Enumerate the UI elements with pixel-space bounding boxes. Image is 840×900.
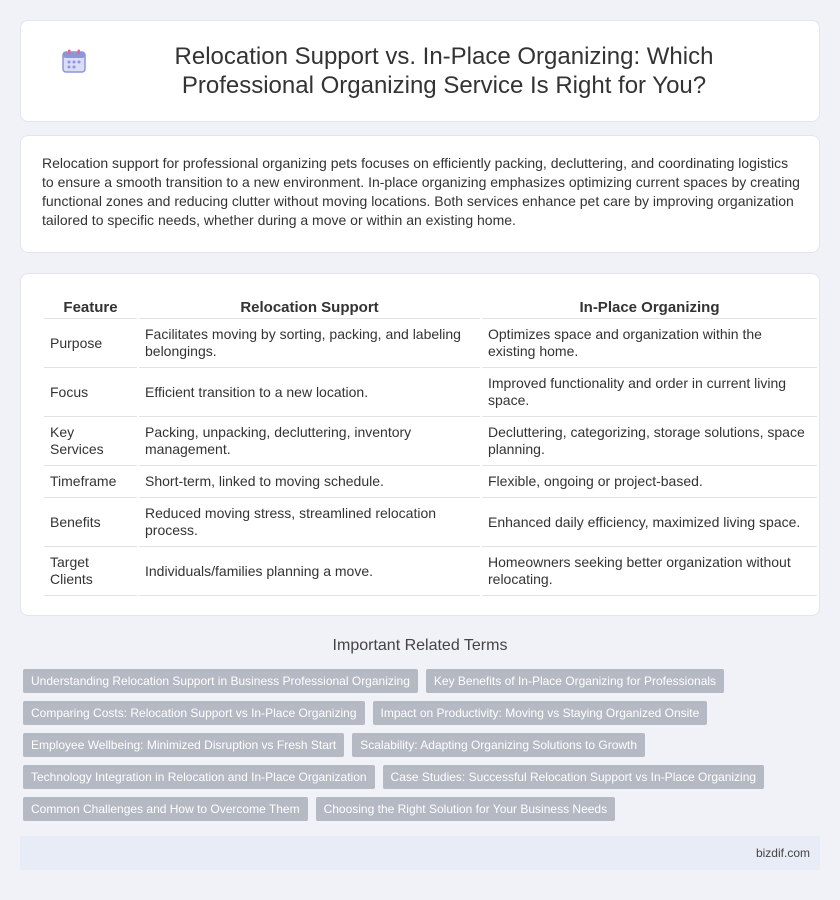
table-row [44, 498, 817, 547]
in-place-cell: Flexible, ongoing or project-based. [482, 466, 817, 498]
related-term-link[interactable]: Impact on Productivity: Moving vs Staying Organized Onsite [373, 701, 708, 725]
related-terms-list [23, 669, 813, 821]
table-header-row [44, 296, 817, 319]
feature-cell: Timeframe [44, 466, 137, 498]
in-place-cell: Enhanced daily efficiency, maximized living space. [482, 498, 817, 547]
footer-site-link[interactable]: bizdif.com [755, 846, 810, 860]
title-card [20, 20, 820, 122]
relocation-cell: Reduced moving stress, streamlined relocation process. [139, 498, 480, 547]
related-term-link[interactable]: Choosing the Right Solution for Your Business Needs [316, 797, 616, 821]
relocation-cell: Individuals/families planning a move. [139, 547, 480, 596]
table-row [44, 368, 817, 417]
relocation-cell: Facilitates moving by sorting, packing, and labeling belongings. [139, 319, 480, 368]
comparison-card [20, 273, 820, 616]
related-terms-heading: Important Related Terms [332, 637, 508, 654]
related-term-link[interactable]: Key Benefits of In-Place Organizing for Professionals [426, 669, 724, 693]
related-term-link[interactable]: Understanding Relocation Support in Business Professional Organizing [23, 669, 418, 693]
header-in-place-organizing: In-Place Organizing [482, 296, 817, 319]
feature-cell: Focus [44, 368, 137, 417]
relocation-cell: Short-term, linked to moving schedule. [139, 466, 480, 498]
related-term-link[interactable]: Comparing Costs: Relocation Support vs In-Place Organizing [23, 701, 365, 725]
in-place-cell: Improved functionality and order in current living space. [482, 368, 817, 417]
page-title: Relocation Support vs. In-Place Organizing: Which Professional Organizing Service Is Right for You? [174, 43, 714, 99]
relocation-cell: Packing, unpacking, decluttering, inventory management. [139, 417, 480, 466]
in-place-cell: Decluttering, categorizing, storage solutions, space planning. [482, 417, 817, 466]
intro-card [20, 135, 820, 253]
feature-cell: Benefits [44, 498, 137, 547]
related-term-link[interactable]: Employee Wellbeing: Minimized Disruption vs Fresh Start [23, 733, 344, 757]
table-row [44, 319, 817, 368]
relocation-cell: Efficient transition to a new location. [139, 368, 480, 417]
table-row [44, 466, 817, 498]
in-place-cell: Homeowners seeking better organization without relocating. [482, 547, 817, 596]
feature-cell: Target Clients [44, 547, 137, 596]
header-relocation-support: Relocation Support [139, 296, 480, 319]
related-term-link[interactable]: Common Challenges and How to Overcome Them [23, 797, 308, 821]
feature-cell: Key Services [44, 417, 137, 466]
feature-cell: Purpose [44, 319, 137, 368]
table-row [44, 417, 817, 466]
related-term-link[interactable]: Scalability: Adapting Organizing Solutions to Growth [352, 733, 645, 757]
in-place-cell: Optimizes space and organization within the existing home. [482, 319, 817, 368]
table-row [44, 547, 817, 596]
footer [20, 836, 820, 870]
calendar-icon [61, 48, 87, 74]
header-feature: Feature [44, 296, 137, 319]
related-term-link[interactable]: Technology Integration in Relocation and In-Place Organization [23, 765, 375, 789]
comparison-table [42, 296, 819, 596]
intro-paragraph: Relocation support for professional organizing pets focuses on efficiently packing, decluttering, and coordinating logistics to ensure a smooth transition to a new environment. In-place organizing emphasizes optimizing current spaces by creating functional zones and reducing clutter without moving locations. Both services enhance pet care by improving organization tailored to specific needs, whether during a move or within an existing home. [42, 155, 800, 228]
related-term-link[interactable]: Case Studies: Successful Relocation Support vs In-Place Organizing [383, 765, 765, 789]
